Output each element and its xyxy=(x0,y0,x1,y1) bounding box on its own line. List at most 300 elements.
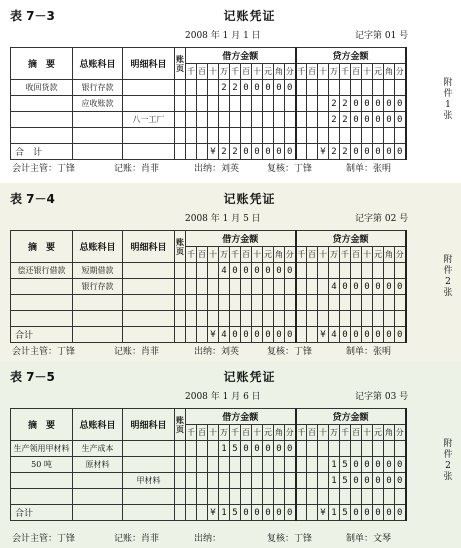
digit-place-label: 十 xyxy=(252,425,263,441)
empty-cell xyxy=(274,112,285,128)
digit-place-label: 百 xyxy=(241,64,252,80)
empty-cell xyxy=(263,112,274,128)
total-credit-digit: 2 xyxy=(340,144,351,160)
digit-place-label: 分 xyxy=(285,425,296,441)
signature-preparer: 制单：文琴 xyxy=(346,534,392,544)
empty-cell xyxy=(285,489,296,505)
empty-cell xyxy=(197,80,208,96)
credit-digit: 2 xyxy=(340,96,351,112)
credit-digit: 0 xyxy=(362,457,373,473)
credit-amount-header: 贷方金额 xyxy=(296,48,406,64)
summary-cell: 收回货款 xyxy=(11,80,73,96)
debit-digit: 0 xyxy=(252,263,263,279)
empty-cell xyxy=(208,96,219,112)
detail-account-cell xyxy=(123,96,175,112)
empty-cell xyxy=(296,327,307,343)
digit-place-label: 元 xyxy=(263,247,274,263)
digit-place-label: 百 xyxy=(307,247,318,263)
voucher-2 xyxy=(0,183,461,361)
digit-place-label: 百 xyxy=(241,247,252,263)
empty-cell xyxy=(186,327,197,343)
credit-digit: 0 xyxy=(384,112,395,128)
total-credit-digit: 0 xyxy=(373,505,384,521)
empty-cell xyxy=(362,295,373,311)
empty-cell xyxy=(296,279,307,295)
signature-reviewer: 复核：丁锋 xyxy=(267,347,313,357)
empty-cell xyxy=(307,505,318,521)
empty-cell xyxy=(373,80,384,96)
total-debit-digit: 0 xyxy=(274,505,285,521)
signature-preparer: 制单：张明 xyxy=(346,347,392,357)
credit-amount-header: 贷方金额 xyxy=(296,231,406,247)
total-credit-digit: ¥ xyxy=(318,144,329,160)
empty-cell xyxy=(219,112,230,128)
empty-cell xyxy=(208,128,219,144)
credit-digit: 0 xyxy=(373,473,384,489)
empty-cell xyxy=(73,327,123,343)
general-account-cell: 生产成本 xyxy=(73,441,123,457)
signature-supervisor: 会计主管：丁锋 xyxy=(12,534,76,544)
empty-cell xyxy=(263,457,274,473)
ledger-header: 账页 xyxy=(175,231,186,263)
digit-place-label: 角 xyxy=(384,64,395,80)
table-row xyxy=(11,128,406,144)
attachment-char: 张 xyxy=(443,111,453,121)
empty-cell xyxy=(296,80,307,96)
empty-cell xyxy=(318,80,329,96)
empty-cell xyxy=(263,473,274,489)
credit-digit: 0 xyxy=(395,112,406,128)
total-credit-digit: 0 xyxy=(362,327,373,343)
total-debit-digit: 0 xyxy=(263,327,274,343)
total-debit-digit: 2 xyxy=(219,144,230,160)
empty-cell xyxy=(329,311,340,327)
empty-cell xyxy=(230,96,241,112)
credit-digit: 5 xyxy=(340,473,351,489)
debit-digit: 1 xyxy=(219,441,230,457)
empty-cell xyxy=(362,80,373,96)
total-credit-digit: 0 xyxy=(340,327,351,343)
empty-cell xyxy=(186,457,197,473)
total-credit-digit: 0 xyxy=(395,144,406,160)
empty-cell xyxy=(186,96,197,112)
summary-cell xyxy=(11,279,73,295)
empty-cell xyxy=(263,489,274,505)
empty-cell xyxy=(197,263,208,279)
empty-cell xyxy=(395,489,406,505)
digit-place-label: 万 xyxy=(219,247,230,263)
digit-place-label: 十 xyxy=(252,247,263,263)
empty-cell xyxy=(123,505,175,521)
voucher-title: 记账凭证 xyxy=(223,370,276,384)
general-account-header: 总账科目 xyxy=(73,231,123,263)
digit-place-label: 千 xyxy=(230,64,241,80)
empty-cell xyxy=(274,473,285,489)
empty-cell xyxy=(384,295,395,311)
digit-place-label: 万 xyxy=(329,64,340,80)
table-caption: 表 7－4 xyxy=(10,192,55,206)
digit-place-label: 角 xyxy=(274,247,285,263)
credit-digit: 0 xyxy=(395,279,406,295)
empty-cell xyxy=(197,112,208,128)
empty-cell xyxy=(274,96,285,112)
empty-cell xyxy=(197,505,208,521)
credit-digit: 0 xyxy=(340,279,351,295)
ledger-header: 账页 xyxy=(175,48,186,80)
empty-cell xyxy=(230,128,241,144)
empty-cell xyxy=(362,263,373,279)
empty-cell xyxy=(351,263,362,279)
credit-digit: 1 xyxy=(329,457,340,473)
empty-cell xyxy=(208,457,219,473)
empty-cell xyxy=(197,327,208,343)
digit-place-label: 分 xyxy=(285,247,296,263)
empty-cell xyxy=(307,263,318,279)
empty-cell xyxy=(219,96,230,112)
empty-cell xyxy=(307,327,318,343)
empty-cell xyxy=(274,311,285,327)
empty-cell xyxy=(340,80,351,96)
total-credit-digit: 0 xyxy=(373,327,384,343)
voucher-table xyxy=(10,408,407,521)
empty-cell xyxy=(340,128,351,144)
general-account-cell xyxy=(73,295,123,311)
summary-cell xyxy=(11,112,73,128)
empty-cell xyxy=(230,112,241,128)
digit-place-label: 百 xyxy=(197,425,208,441)
empty-cell xyxy=(241,295,252,311)
empty-cell xyxy=(318,473,329,489)
digit-place-label: 十 xyxy=(362,247,373,263)
ledger-cell xyxy=(175,473,186,489)
digit-place-label: 分 xyxy=(395,247,406,263)
empty-cell xyxy=(241,473,252,489)
total-debit-digit: 0 xyxy=(285,144,296,160)
empty-cell xyxy=(384,441,395,457)
voucher-number: 记字第 01 号 xyxy=(355,31,409,41)
empty-cell xyxy=(230,295,241,311)
digit-place-label: 万 xyxy=(329,247,340,263)
attachment-char: 张 xyxy=(443,472,453,482)
table-row xyxy=(11,441,406,457)
empty-cell xyxy=(197,128,208,144)
empty-cell xyxy=(197,457,208,473)
summary-header: 摘 要 xyxy=(11,409,73,441)
empty-cell xyxy=(307,128,318,144)
empty-cell xyxy=(285,128,296,144)
empty-cell xyxy=(186,112,197,128)
empty-cell xyxy=(307,279,318,295)
digit-place-label: 角 xyxy=(274,64,285,80)
empty-cell xyxy=(197,489,208,505)
signature-supervisor: 会计主管：丁锋 xyxy=(12,347,76,357)
digit-place-label: 万 xyxy=(329,425,340,441)
empty-cell xyxy=(219,473,230,489)
empty-cell xyxy=(219,489,230,505)
empty-cell xyxy=(296,457,307,473)
table-row xyxy=(11,279,406,295)
empty-cell xyxy=(252,457,263,473)
attachment-char: 张 xyxy=(443,288,453,298)
general-account-cell: 短期借款 xyxy=(73,263,123,279)
digit-place-label: 角 xyxy=(384,425,395,441)
empty-cell xyxy=(230,489,241,505)
credit-digit: 0 xyxy=(351,112,362,128)
empty-cell xyxy=(263,128,274,144)
empty-cell xyxy=(318,263,329,279)
digit-place-label: 元 xyxy=(373,425,384,441)
debit-digit: 0 xyxy=(285,441,296,457)
debit-amount-header: 借方金额 xyxy=(186,409,296,425)
empty-cell xyxy=(263,279,274,295)
table-row xyxy=(11,457,406,473)
ledger-cell xyxy=(175,128,186,144)
empty-cell xyxy=(340,295,351,311)
empty-cell xyxy=(219,457,230,473)
digit-place-label: 千 xyxy=(230,425,241,441)
total-row xyxy=(11,327,406,343)
signature-preparer: 制单：张明 xyxy=(346,164,392,174)
total-credit-digit: 0 xyxy=(351,144,362,160)
table-row xyxy=(11,80,406,96)
voucher-date: 2008 年 1 月 1 日 xyxy=(185,31,261,41)
attachment-char: 件 xyxy=(443,266,453,276)
empty-cell xyxy=(274,489,285,505)
ledger-cell xyxy=(175,80,186,96)
empty-cell xyxy=(241,311,252,327)
empty-cell xyxy=(197,441,208,457)
voucher-date: 2008 年 1 月 5 日 xyxy=(185,214,261,224)
empty-cell xyxy=(329,441,340,457)
signature-bookkeeper: 记账：肖菲 xyxy=(114,347,160,357)
detail-account-cell xyxy=(123,128,175,144)
empty-cell xyxy=(318,311,329,327)
empty-cell xyxy=(340,489,351,505)
empty-cell xyxy=(197,473,208,489)
empty-cell xyxy=(307,96,318,112)
empty-cell xyxy=(296,441,307,457)
empty-cell xyxy=(197,279,208,295)
debit-digit: 2 xyxy=(230,80,241,96)
empty-cell xyxy=(123,144,175,160)
signature-cashier: 出纳：刘英 xyxy=(194,164,240,174)
summary-header: 摘 要 xyxy=(11,48,73,80)
empty-cell xyxy=(318,441,329,457)
table-caption: 表 7－3 xyxy=(10,9,55,23)
general-account-cell: 原材料 xyxy=(73,457,123,473)
empty-cell xyxy=(351,128,362,144)
debit-digit: 0 xyxy=(285,263,296,279)
general-account-cell xyxy=(73,128,123,144)
debit-digit: 5 xyxy=(230,441,241,457)
debit-digit: 4 xyxy=(219,263,230,279)
empty-cell xyxy=(219,279,230,295)
signature-bookkeeper: 记账：肖菲 xyxy=(114,164,160,174)
voucher-3 xyxy=(0,361,461,548)
empty-cell xyxy=(186,144,197,160)
empty-cell xyxy=(219,311,230,327)
credit-digit: 2 xyxy=(340,112,351,128)
empty-cell xyxy=(362,489,373,505)
total-debit-digit: 5 xyxy=(230,505,241,521)
empty-cell xyxy=(197,311,208,327)
signature-bookkeeper: 记账：肖菲 xyxy=(114,534,160,544)
empty-cell xyxy=(285,279,296,295)
ledger-cell xyxy=(175,311,186,327)
total-debit-digit: 0 xyxy=(263,505,274,521)
empty-cell xyxy=(230,311,241,327)
digit-place-label: 千 xyxy=(340,64,351,80)
empty-cell xyxy=(252,279,263,295)
empty-cell xyxy=(197,144,208,160)
empty-cell xyxy=(186,311,197,327)
total-debit-digit: ¥ xyxy=(208,144,219,160)
total-debit-digit: 0 xyxy=(252,505,263,521)
total-credit-digit: 0 xyxy=(351,505,362,521)
total-debit-digit: ¥ xyxy=(208,505,219,521)
empty-cell xyxy=(384,263,395,279)
empty-cell xyxy=(307,112,318,128)
empty-cell xyxy=(296,295,307,311)
signature-supervisor: 会计主管：丁锋 xyxy=(12,164,76,174)
empty-cell xyxy=(307,311,318,327)
empty-cell xyxy=(241,279,252,295)
digit-place-label: 百 xyxy=(197,247,208,263)
empty-cell xyxy=(318,295,329,311)
detail-account-cell xyxy=(123,80,175,96)
total-debit-digit: 0 xyxy=(241,505,252,521)
empty-cell xyxy=(241,112,252,128)
detail-account-header: 明细科目 xyxy=(123,48,175,80)
general-account-cell: 银行存款 xyxy=(73,279,123,295)
total-credit-digit: 0 xyxy=(395,327,406,343)
empty-cell xyxy=(186,80,197,96)
empty-cell xyxy=(373,489,384,505)
empty-cell xyxy=(351,441,362,457)
voucher-date: 2008 年 1 月 6 日 xyxy=(185,392,261,402)
digit-place-label: 十 xyxy=(362,425,373,441)
empty-cell xyxy=(373,128,384,144)
table-caption: 表 7－5 xyxy=(10,370,55,384)
empty-cell xyxy=(241,489,252,505)
voucher-1 xyxy=(0,0,461,183)
empty-cell xyxy=(384,489,395,505)
empty-cell xyxy=(123,327,175,343)
summary-cell xyxy=(11,96,73,112)
digit-place-label: 百 xyxy=(241,425,252,441)
credit-digit: 0 xyxy=(373,279,384,295)
attachment-count xyxy=(441,255,455,299)
attachment-char: 附 xyxy=(443,439,453,449)
detail-account-cell xyxy=(123,311,175,327)
total-label: 合 计 xyxy=(11,144,73,160)
empty-cell xyxy=(263,311,274,327)
empty-cell xyxy=(318,112,329,128)
total-credit-digit: 0 xyxy=(384,327,395,343)
summary-cell xyxy=(11,489,73,505)
digit-place-label: 十 xyxy=(318,425,329,441)
credit-digit: 0 xyxy=(362,279,373,295)
debit-digit: 2 xyxy=(219,80,230,96)
empty-cell xyxy=(384,128,395,144)
credit-digit: 0 xyxy=(395,457,406,473)
signature-reviewer: 复核：丁锋 xyxy=(267,164,313,174)
empty-cell xyxy=(73,505,123,521)
digit-place-label: 千 xyxy=(186,247,197,263)
digit-place-label: 十 xyxy=(362,64,373,80)
debit-digit: 0 xyxy=(285,80,296,96)
empty-cell xyxy=(296,311,307,327)
empty-cell xyxy=(340,441,351,457)
empty-cell xyxy=(252,128,263,144)
credit-digit: 0 xyxy=(384,473,395,489)
empty-cell xyxy=(373,441,384,457)
detail-account-header: 明细科目 xyxy=(123,409,175,441)
empty-cell xyxy=(340,311,351,327)
detail-account-cell xyxy=(123,295,175,311)
empty-cell xyxy=(175,505,186,521)
debit-digit: 0 xyxy=(252,441,263,457)
digit-place-label: 百 xyxy=(351,64,362,80)
empty-cell xyxy=(252,489,263,505)
table-row xyxy=(11,263,406,279)
total-debit-digit: 0 xyxy=(241,144,252,160)
total-credit-digit: 1 xyxy=(329,505,340,521)
digit-place-label: 角 xyxy=(384,247,395,263)
empty-cell xyxy=(263,96,274,112)
digit-place-label: 角 xyxy=(274,425,285,441)
empty-cell xyxy=(395,128,406,144)
digit-place-label: 百 xyxy=(197,64,208,80)
digit-place-label: 分 xyxy=(395,64,406,80)
voucher-number: 记字第 03 号 xyxy=(355,392,409,402)
empty-cell xyxy=(307,80,318,96)
total-credit-digit: 0 xyxy=(384,505,395,521)
empty-cell xyxy=(186,295,197,311)
credit-digit: 0 xyxy=(384,279,395,295)
empty-cell xyxy=(186,505,197,521)
attachment-char: 件 xyxy=(443,450,453,460)
digit-place-label: 百 xyxy=(307,425,318,441)
credit-digit: 0 xyxy=(351,96,362,112)
empty-cell xyxy=(241,457,252,473)
ledger-cell xyxy=(175,295,186,311)
empty-cell xyxy=(274,457,285,473)
digit-place-label: 元 xyxy=(263,64,274,80)
empty-cell xyxy=(351,80,362,96)
attachment-char: 2 xyxy=(445,461,451,471)
digit-place-label: 千 xyxy=(230,247,241,263)
table-row xyxy=(11,473,406,489)
total-credit-digit: 5 xyxy=(340,505,351,521)
empty-cell xyxy=(274,128,285,144)
digit-place-label: 元 xyxy=(263,425,274,441)
total-credit-digit: 0 xyxy=(373,144,384,160)
debit-digit: 0 xyxy=(263,263,274,279)
digit-place-label: 千 xyxy=(186,64,197,80)
empty-cell xyxy=(230,279,241,295)
empty-cell xyxy=(186,441,197,457)
general-account-cell xyxy=(73,489,123,505)
empty-cell xyxy=(208,441,219,457)
total-debit-digit: 0 xyxy=(252,327,263,343)
empty-cell xyxy=(307,441,318,457)
empty-cell xyxy=(395,441,406,457)
debit-digit: 0 xyxy=(263,80,274,96)
total-credit-digit: 0 xyxy=(351,327,362,343)
empty-cell xyxy=(241,128,252,144)
ledger-cell xyxy=(175,96,186,112)
